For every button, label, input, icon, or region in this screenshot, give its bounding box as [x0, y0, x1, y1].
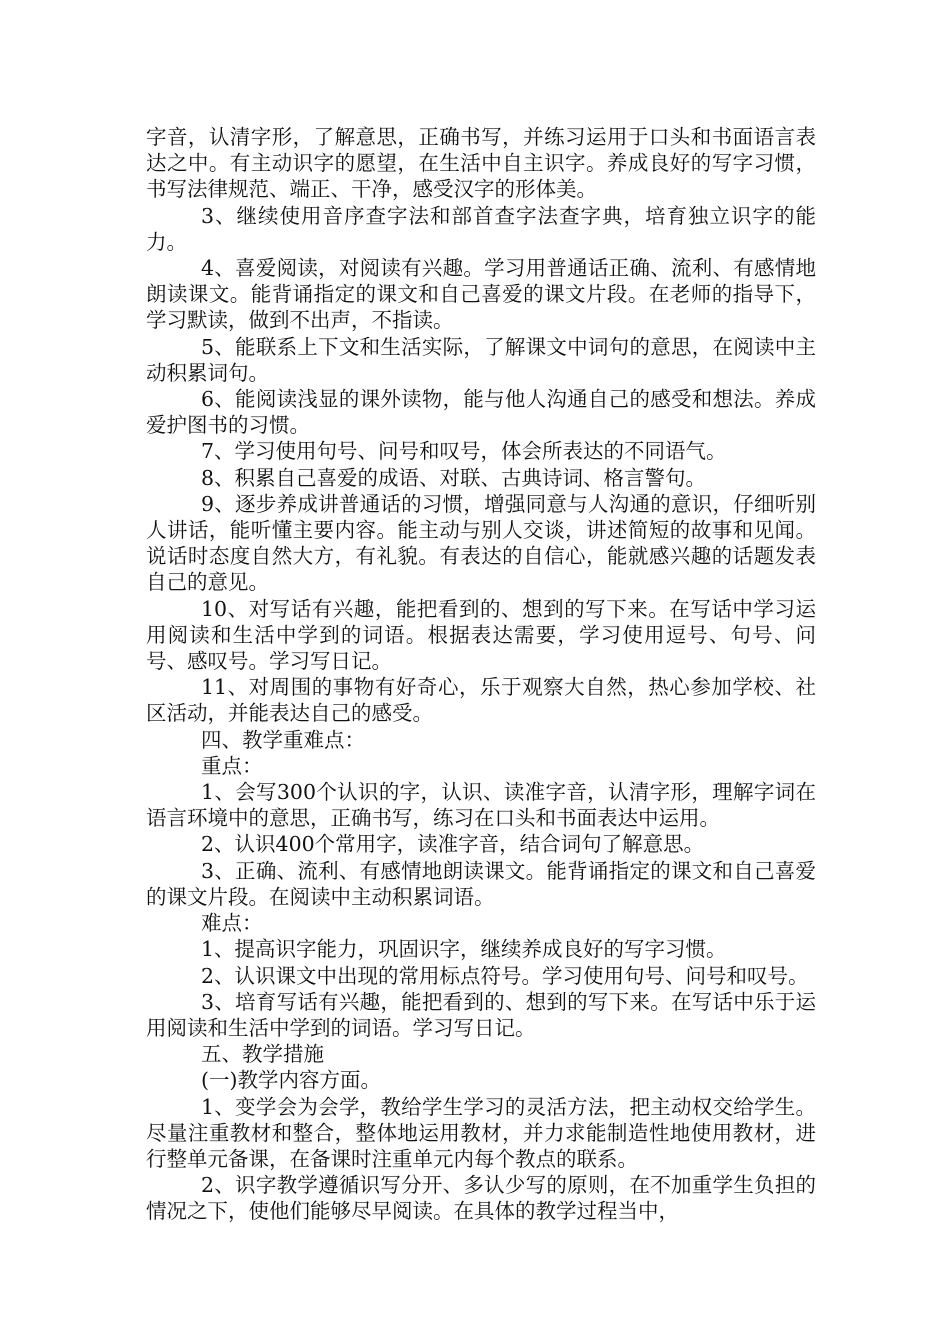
paragraph-item-7: 7、学习使用句号、问号和叹号，体会所表达的不同语气。 [201, 439, 727, 464]
key-point-3: 3、正确、流利、有感情地朗读课文。能背诵指定的课文和自己喜爱的课文片段。在阅读中主动积累词语。 [146, 858, 816, 909]
paragraph-item-3: 3、继续使用音序查字法和部首查字法查字典，培育独立识字的能力。 [146, 203, 816, 254]
paragraph-item-11: 11、对周围的事物有好奇心，乐于观察大自然，热心参加学校、社区活动，并能表达自己的感受。 [146, 675, 816, 726]
key-point-1: 1、会写300个认识的字，认识、读准字音，认清字形，理解字词在语言环境中的意思，正确书写，练习在口头和书面表达中运用。 [146, 780, 816, 831]
paragraph-continuation: 字音，认清字形，了解意思，正确书写，并练习运用于口头和书面语言表达之中。有主动识字的愿望，在生活中自主识字。养成良好的写字习惯，书写法律规范、端正、干净，感受汉字的形体美。 [146, 125, 816, 202]
paragraph-item-9: 9、逐步养成讲普通话的习惯，增强同意与人沟通的意识，仔细听别人讲话，能听懂主要内容。能主动与别人交谈，讲述简短的故事和见闻。说话时态度自然大方，有礼貌。有表达的自信心，能就感兴趣的话题发表自己的意见。 [146, 491, 816, 595]
subheading-difficult-points: 难点： [201, 911, 263, 936]
key-point-2: 2、认识400个常用字，读准字音，结合词句了解意思。 [201, 832, 705, 857]
paragraph-item-10: 10、对写话有兴趣，能把看到的、想到的写下来。在写话中学习运用阅读和生活中学到的词语。根据表达需要，学习使用逗号、句号、问号、感叹号。学习写日记。 [146, 596, 816, 674]
difficult-point-3: 3、培育写话有兴趣，能把看到的、想到的写下来。在写话中乐于运用阅读和生活中学到的词语。学习写日记。 [146, 989, 816, 1040]
subheading-content: (一)教学内容方面。 [201, 1068, 381, 1093]
measure-item-1: 1、变学会为会学，教给学生学习的灵活方法，把主动权交给学生。尽量注重教材和整合，整体地运用教材，并力求能制造性地使用教材，进行整单元备课，在备课时注重单元内每个教点的联系。 [146, 1094, 816, 1171]
section-heading-difficulties: 四、教学重难点： [201, 727, 365, 752]
document-body [146, 124, 816, 1225]
difficult-point-2: 2、认识课文中出现的常用标点符号。学习使用句号、问号和叹号。 [201, 963, 809, 988]
subheading-key-points: 重点： [201, 753, 263, 778]
paragraph-item-6: 6、能阅读浅显的课外读物，能与他人沟通自己的感受和想法。养成爱护图书的习惯。 [146, 387, 816, 438]
paragraph-item-8: 8、积累自己喜爱的成语、对联、古典诗词、格言警句。 [201, 465, 707, 490]
paragraph-item-4: 4、喜爱阅读，对阅读有兴趣。学习用普通话正确、流利、有感情地朗读课文。能背诵指定的课文和自己喜爱的课文片段。在老师的指导下，学习默读，做到不出声，不指读。 [146, 256, 816, 333]
section-heading-measures: 五、教学措施 [201, 1042, 324, 1067]
paragraph-item-5: 5、能联系上下文和生活实际，了解课文中词句的意思，在阅读中主动积累词句。 [146, 334, 816, 385]
measure-item-2: 2、识字教学遵循识写分开、多认少写的原则，在不加重学生负担的情况之下，使他们能够尽早阅读。在具体的教学过程当中， [146, 1173, 816, 1224]
difficult-point-1: 1、提高识字能力，巩固识字，继续养成良好的写字习惯。 [201, 937, 727, 962]
